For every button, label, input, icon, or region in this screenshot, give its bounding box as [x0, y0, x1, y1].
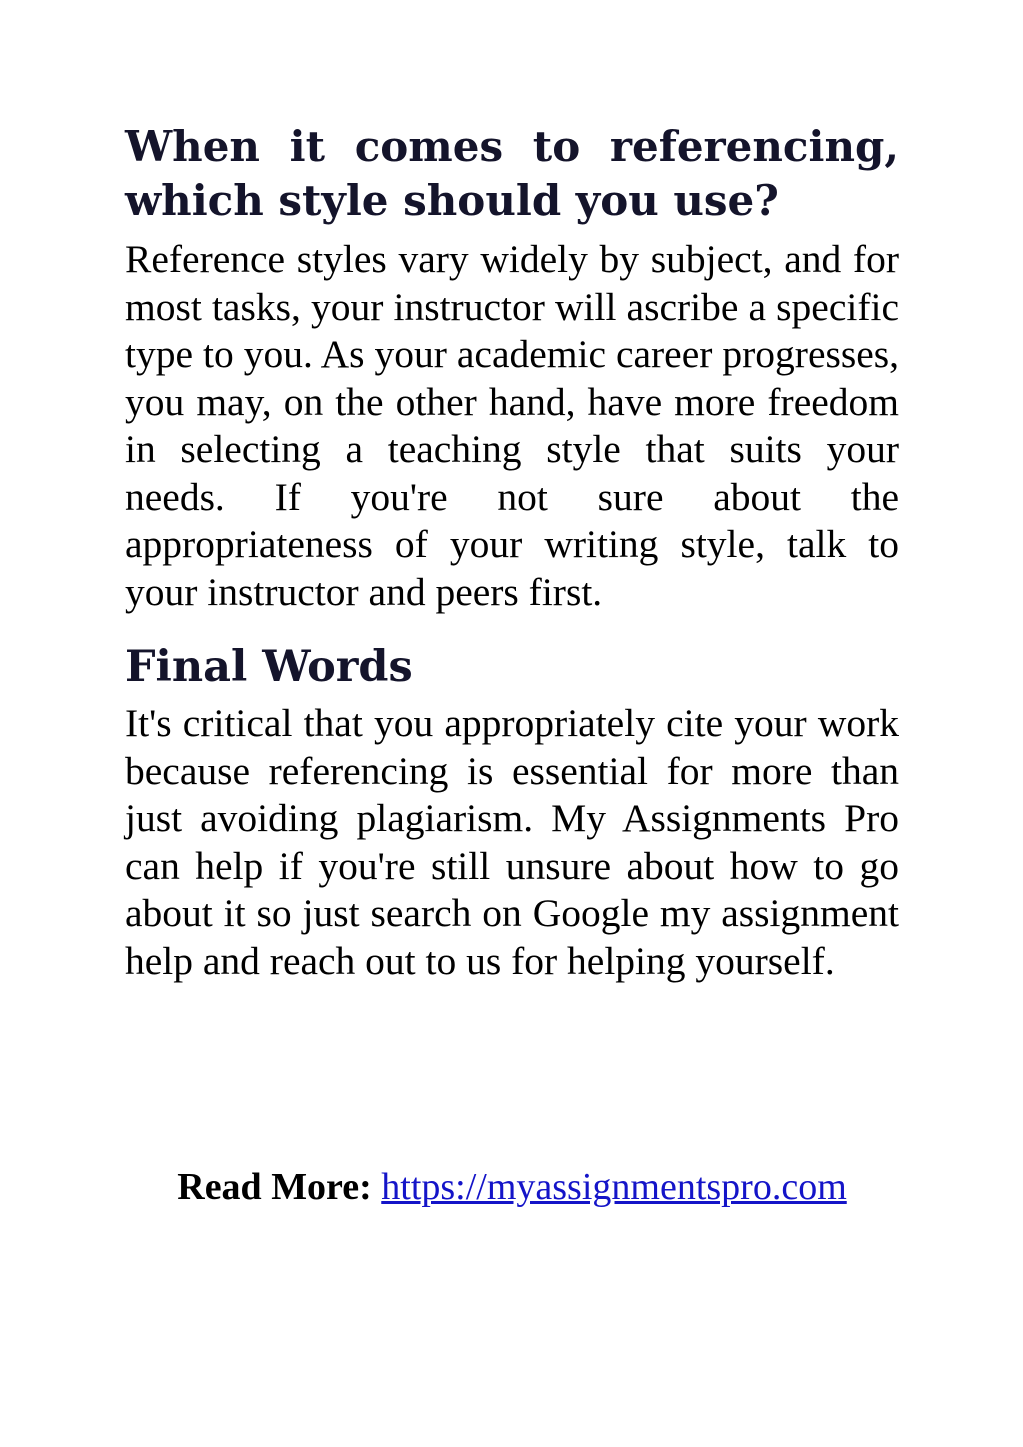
read-more-link[interactable]: https://myassignmentspro.com [381, 1166, 847, 1208]
section-heading-final-words: Final Words [125, 642, 413, 692]
section-heading-referencing: When it comes to referencing, which style should you use? [125, 122, 899, 225]
read-more-label: Read More: [177, 1166, 372, 1208]
section-body-referencing: Reference styles vary widely by subject, and for most tasks, your instructor will ascribe a specific type to you. As your academic career progresses, you may, on the other hand, have more freedom in selecting a teaching style that suits your needs. If you're not sure about the appropriateness of your writing style, talk to your instructor and peers first. [125, 237, 899, 614]
read-more-line [125, 1163, 899, 1211]
section-body-final-words: It's critical that you appropriately cite your work because referencing is essential for more than just avoiding plagiarism. My Assignments Pro can help if you're still unsure about how to go about it so just search on Google my assignment help and reach out to us for helping yourself. [125, 701, 899, 983]
document-page [125, 120, 899, 1208]
